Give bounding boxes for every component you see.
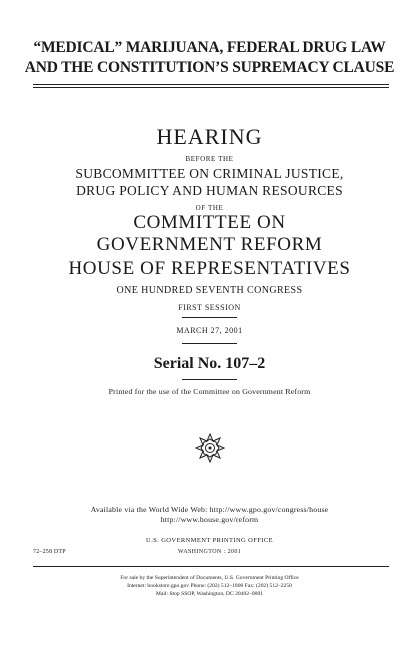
printed-for-note: Printed for the use of the Committee on Government Reform — [108, 387, 311, 396]
washington-label: WASHINGTON : 2001 — [177, 549, 242, 555]
title-double-rule — [33, 84, 389, 88]
short-rule — [182, 317, 237, 318]
hearing-date: MARCH 27, 2001 — [176, 326, 243, 335]
footer-line1: For sale by the Superintendent of Documents, U.S. Government Printing Office — [120, 575, 299, 581]
availability-line1: Available via the World Wide Web: http://www.gpo.gov/congress/house — [90, 505, 329, 514]
subcommittee-line2: DRUG POLICY AND HUMAN RESOURCES — [76, 183, 343, 198]
short-rule — [182, 343, 237, 344]
house-of-representatives: HOUSE OF REPRESENTATIVES — [68, 258, 351, 279]
hearing-heading: HEARING — [156, 124, 263, 149]
footer-line2: Internet: bookstore.gpo.gov Phone: (202) 512–1800 Fax: (202) 512–2250 — [127, 583, 292, 589]
gpo-label: U.S. GOVERNMENT PRINTING OFFICE — [146, 537, 273, 544]
document-title-line2: AND THE CONSTITUTION’S SUPREMACY CLAUSE — [24, 59, 395, 76]
subcommittee-line1: SUBCOMMITTEE ON CRIMINAL JUSTICE, — [75, 166, 344, 181]
footer-rule — [33, 566, 389, 567]
committee-line2: GOVERNMENT REFORM — [96, 234, 323, 255]
congress-label: ONE HUNDRED SEVENTH CONGRESS — [116, 285, 303, 296]
before-the-label: BEFORE THE — [185, 155, 234, 163]
committee-line1: COMMITTEE ON — [133, 212, 286, 233]
availability-line2: http://www.house.gov/reform — [160, 515, 259, 524]
short-rule — [182, 379, 237, 380]
gpo-seal-icon — [194, 432, 226, 464]
footer-line3: Mail: Stop SSOP, Washington, DC 20402–0001 — [155, 591, 264, 597]
session-label: FIRST SESSION — [178, 303, 241, 312]
serial-number: Serial No. 107–2 — [153, 355, 266, 372]
document-title-line1: “MEDICAL” MARIJUANA, FEDERAL DRUG LAW — [33, 39, 386, 56]
document-code: 72–258 DTP — [33, 549, 66, 555]
of-the-label: OF THE — [195, 204, 224, 212]
